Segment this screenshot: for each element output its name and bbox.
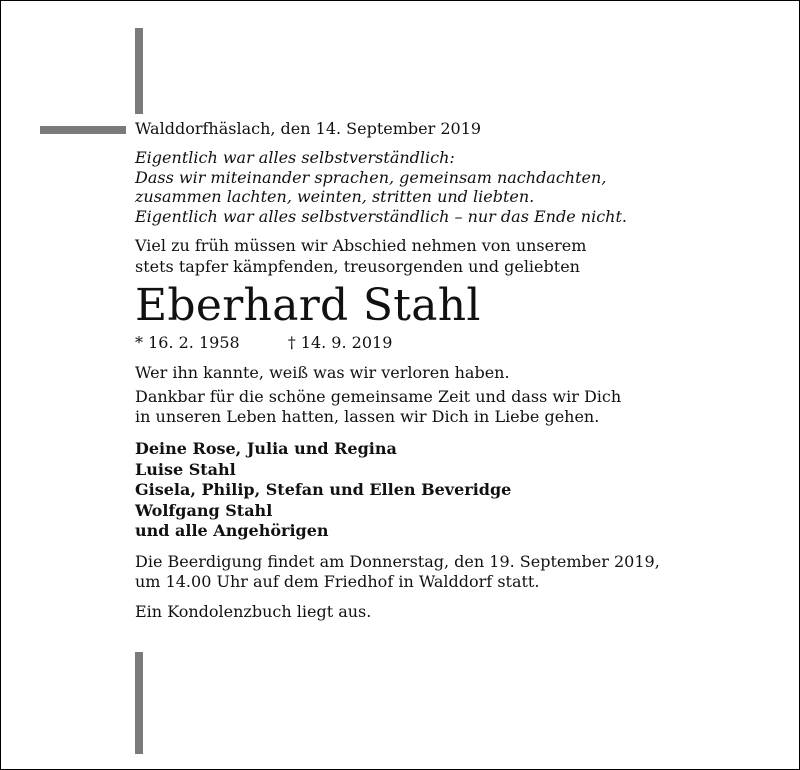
intro-line: stets tapfer kämpfenden, treusorgenden und geliebten [135, 257, 580, 276]
quote-block [135, 148, 775, 226]
cross-bar-bottom [135, 652, 143, 754]
funeral-line: um 14.00 Uhr auf dem Friedhof in Walddorf statt. [135, 571, 540, 591]
life-dates [135, 332, 775, 353]
death-date: † 14. 9. 2019 [287, 333, 393, 352]
obituary-text [135, 118, 775, 622]
thanks-line: in unseren Leben hatten, lassen wir Dich in Liebe gehen. [135, 407, 600, 426]
remembrance-line: Wer ihn kannte, weiß was wir verloren haben. [135, 363, 510, 382]
cross-bar-horizontal [40, 126, 126, 134]
thanks-block [135, 387, 775, 427]
mourner-line: Luise Stahl [135, 459, 236, 479]
quote-line: zusammen lachten, weinten, stritten und liebten. [135, 187, 535, 206]
cross-bar-top [135, 28, 143, 114]
quote-line: Eigentlich war alles selbstverständlich – nur das Ende nicht. [135, 206, 627, 226]
funeral-info [135, 552, 775, 592]
birth-date: * 16. 2. 1958 [135, 333, 240, 352]
date-line: Walddorfhäslach, den 14. September 2019 [135, 119, 482, 138]
intro-block [135, 235, 775, 277]
mourner-line: Wolfgang Stahl [135, 500, 273, 520]
thanks-line: Dankbar für die schöne gemeinsame Zeit und dass wir Dich [135, 387, 622, 406]
funeral-line: Die Beerdigung findet am Donnerstag, den 19. September 2019, [135, 551, 660, 571]
mourner-line: und alle Angehörigen [135, 521, 329, 540]
intro-line: Viel zu früh müssen wir Abschied nehmen von unserem [135, 236, 587, 255]
condolence-book-note: Ein Kondolenzbuch liegt aus. [135, 601, 372, 621]
mourner-line: Gisela, Philip, Stefan und Ellen Beveridge [135, 480, 512, 499]
mourner-line: Deine Rose, Julia und Regina [135, 439, 397, 458]
deceased-name: Eberhard Stahl [135, 280, 481, 331]
quote-line: Dass wir miteinander sprachen, gemeinsam nachdachten, [135, 167, 607, 187]
mourners-list [135, 439, 775, 542]
quote-line: Eigentlich war alles selbstverständlich: [135, 148, 455, 167]
